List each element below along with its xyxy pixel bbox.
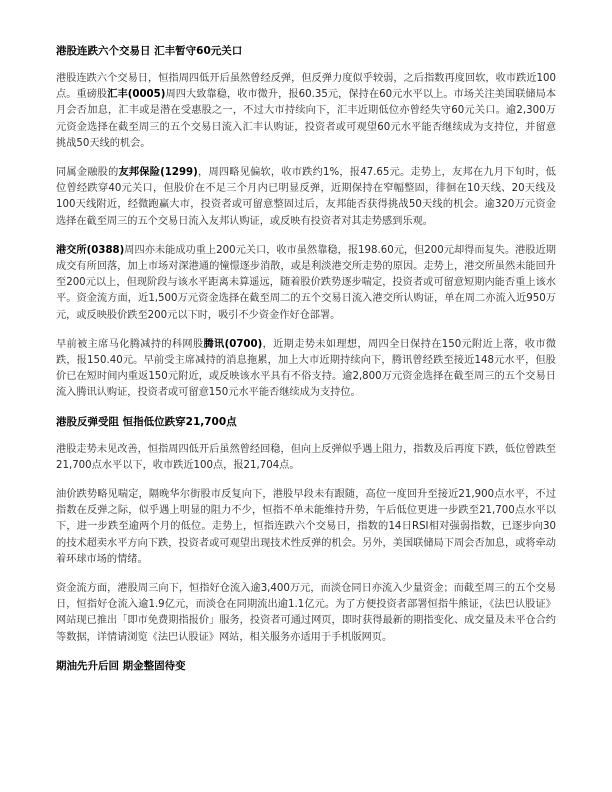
section-heading: 港股连跌六个交易日 汇丰暂守60元关口 — [56, 45, 243, 57]
paragraph-text: 周四大致靠稳，收市微升，报60.35元，保持在60元水平以上。市场关注美国联储局本月会否加息，汇丰或是潜在受惠股之一，不过大市持续向下，汇丰近期低位亦曾经失守60元关口。逾2,300万元资金选择在截至周三的五个交易日流入汇丰认购证，投资者或可观望60元水平能否继续成为支持位，并留意挑战50天线的机会。 — [56, 89, 557, 149]
paragraph — [56, 581, 556, 646]
stock-name: 腾讯(0700) — [203, 338, 263, 350]
stock-name: 友邦保险(1299) — [118, 167, 198, 179]
paragraph-text: 油价跌势略见喘定，隔晚华尔街股市反复向下，港股早段未有跟随，高位一度回升至接近21,900点水平，不过指数在反弹之际，似乎遇上明显的阻力不少，恒指不单未能维持升势，午后低位更进一步跌至21,700点水平以下，进一步跌至逾两个月的低位。走势上，恒指连跌六个交易日，指数的14日RSI相对强弱指数，已逐步向30的技术超卖水平方向下跌，投资者或可观望出现技术性反弹的机会。另外，美国联储局下周会否加息，或将牵动着环球市场的情绪。 — [56, 489, 556, 565]
stock-name: 港交所(0388) — [56, 244, 125, 256]
stock-name: 汇丰(0005) — [107, 89, 166, 101]
section-heading: 期油先升后回 期金整固待变 — [56, 659, 186, 672]
paragraph-text: 同属金融股的 — [56, 167, 119, 179]
paragraph — [56, 487, 556, 568]
paragraph-text: 港股走势未见改善，恒指周四低开后虽然曾经回稳，但向上反弹似乎遇上阻力，指数及后再度下跌，低位曾跌至21,700点水平以下，收市跌近100点，报21,704点。 — [56, 443, 556, 471]
section-heading: 港股反弹受阻 恒指低位跌穿21,700点 — [56, 415, 237, 428]
paragraph-text: ，近期走势未如理想，周四全日保持在150元附近上落，收市微跌，报150.40元。早前受主席减持的消息拖累，加上大市近期持续向下，腾讯曾经跌至接近148元水平，但股价已在短时间内重返150元附近，或反映该水平具有不俗支持。逾2,800万元资金选择在截至周三的五个交易日流入腾讯认购证，投资者或可留意150元水平能否继续成为支持位。 — [56, 338, 557, 399]
paragraph-text: 资金流方面，港股周三向下，恒指好仓流入逾3,400万元，而淡仓同日亦流入少量资金；而截至周三的五个交易日，恒指好仓流入逾1.9亿元，而淡仓在同期流出逾1.1亿元。为了方便投资者部署恒指牛熊证，《法巴认股证》网站现已推出「即市免费期指报价」服务，投资者可通过网页，即时获得最新的期指变化、成交量及未平仓合约等数据，详情请浏览《法巴认股证》网站，相关服务亦适用于手机版网页。 — [56, 583, 556, 643]
paragraph — [56, 337, 556, 402]
paragraph-text: 周四亦未能成功重上200元关口，收市虽然靠稳，报198.60元，但200元却得而复失。港股近期成交有所回落，加上市场对深港通的憧憬逐步消散，或是利淡港交所走势的原因。走势上，港交所虽然未能回升至200元以上，但现阶段与该水平距离未算遥远，随着股价跌势逐步喘定，投资者或可留意短期内能否重上该水平。资金流方面，近1,500万元资金选择在截至周二的五个交易日流入港交所认购证，单在周二亦流入近950万元，或反映股价跌至200元以下时，吸引不少资金作好仓部署。 — [56, 244, 556, 321]
paragraph-text: 早前被主席马化腾减持的科网股 — [56, 338, 204, 350]
paragraph-text: 港股连跌六个交易日，恒指周四低开后虽然曾经反弹，但反弹力度似乎较弱，之后指数再度回软，收市跌近100点。重磅股 — [56, 73, 556, 101]
paragraph — [56, 165, 556, 230]
paragraph — [56, 243, 556, 324]
paragraph — [56, 71, 556, 152]
paragraph — [56, 442, 556, 474]
paragraph-text: ，周四略见偏软，收市跌约1%，报47.65元。走势上，友邦在九月下旬时，低位曾经跌穿40元关口，但股价在不足三个月内已明显反弹，近期保持在窄幅整固，徘徊在10天线、20天线及100天线附近，经微跑赢大市，投资者或可留意整固过后，友邦能否获得挑战50天线的机会。逾320万元资金选择在截至周三的五个交易日流入友邦认购证，或反映有投资者对其走势感到乐观。 — [56, 167, 556, 227]
